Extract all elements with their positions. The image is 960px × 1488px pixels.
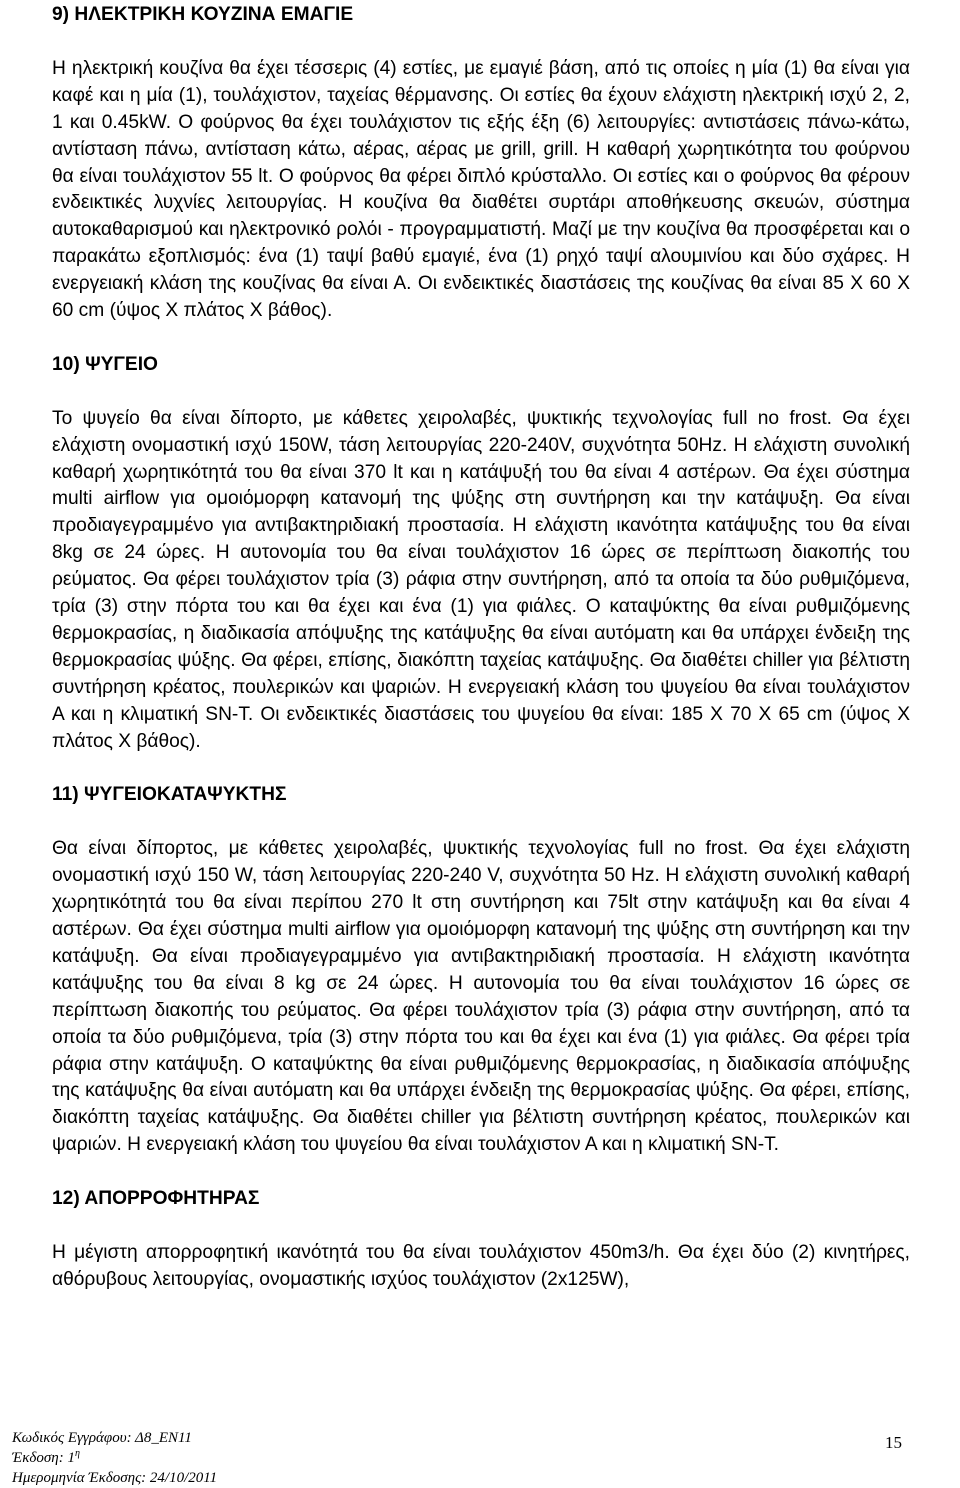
section-text-kitchen: Η ηλεκτρική κουζίνα θα έχει τέσσερις (4) εστίες, με εμαγιέ βάση, από τις οποίες η μία (1) θα είναι για καφέ και η μία (1), τουλάχιστον, ταχείας θέρμανσης. Οι εστίες θα έχουν ελάχιστη ηλεκτρική ισχύ 2, 2, 1 και 0.45kW. Ο φούρνος θα έχει τουλάχιστον τις εξής έξη (6) λειτουργίες: αντιστάσεις πάνω-κάτω, αντίσταση πάνω, αντίσταση κάτω, αέρας, αέρας με grill, grill. Η καθαρή χωρητικότητα του φούρνου θα είναι τουλάχιστον 55 lt. Ο φούρνος θα φέρει διπλό κρύσταλλο. Οι εστίες και ο φούρνος θα φέρουν ενδεικτικές λυχνίες λειτουργίας. Η κουζίνα θα διαθέτει συρτάρι αποθήκευσης σκευών, σύστημα αυτοκαθαρισμού και ηλεκτρονικό ρολόι - προγραμματιστή. Μαζί με την κουζίνα θα προσφέρεται και ο παρακάτω εξοπλισμός: ένα (1) ταψί βαθύ εμαγιέ, ένα (1) ρηχό ταψί αλουμινίου και δύο σχάρες. Η ενεργειακή κλάση της κουζίνας θα είναι Α. Οι ενδεικτικές διαστάσεις της κουζίνας θα είναι 85 Χ 60 Χ 60 cm (ύψος Χ πλάτος Χ βάθος).: [52, 57, 910, 322]
section-heading-kitchen: 9) ΗΛΕΚΤΡΙΚΗ ΚΟΥΖΙΝΑ ΕΜΑΓΙΕ: [52, 4, 354, 25]
section-text-hood: Η μέγιστη απορροφητική ικανότητά του θα είναι τουλάχιστον 450m3/h. Θα έχει δύο (2) κινητήρες, αθόρυβους λειτουργίας, ονομαστικής ισχύος τουλάχιστον (2x125W),: [52, 1241, 910, 1290]
footer-doc-code: Κωδικός Εγγράφου: Δ8_ΕΝ11: [12, 1430, 192, 1446]
footer-edition: [12, 1448, 912, 1468]
footer-issue-date: Ημερομηνία Έκδοσης: 24/10/2011: [12, 1470, 218, 1486]
section-heading-fridge-freezer: 11) ΨΥΓΕΙΟΚΑΤΑΨΥΚΤΗΣ: [52, 784, 287, 806]
footer-edition-sup: η: [74, 1448, 80, 1459]
section-heading-hood: 12) ΑΠΟΡΡΟΦΗΤΗΡΑΣ: [52, 1188, 260, 1210]
document-body: [52, 2, 910, 1294]
footer-edition-text: Έκδοση: 1: [12, 1450, 75, 1466]
page-footer: [12, 1428, 912, 1488]
page-number: 15: [885, 1433, 902, 1452]
section-text-fridge-freezer: Θα είναι δίπορτος, με κάθετες χειρολαβές, ψυκτικής τεχνολογίας full no frost. Θα έχει ελάχιστη ονομαστική ισχύ 150 W, τάση λειτουργίας 220-240 V, συχνότητα 50 Hz. Η ελάχιστη συνολική καθαρή χωρητικότητά του θα είναι περίπου 270 lt στη συντήρηση και 75lt στην κατάψυξη και θα είναι 4 αστέρων. Θα έχει σύστημα multi airflow για ομοιόμορφη κατανομή της ψύξης στη συντήρηση και την κατάψυξη. Θα είναι προδιαγεγραμμένο για αντιβακτηριδιακή προστασία. Η ελάχιστη ικανότητα κατάψυξης του θα είναι 8 kg σε 24 ώρες. Η αυτονομία του θα είναι τουλάχιστον 16 ώρες σε περίπτωση διακοπής του ρεύματος. Θα φέρει τουλάχιστον τρία (3) ράφια στην συντήρηση, από τα οποία τα δύο ρυθμιζόμενα, τρία (3) στην πόρτα του και θα έχει και ένα (1) για φιάλες. Θα φέρει τρία ράφια στην κατάψυξη. Ο καταψύκτης θα είναι ρυθμιζόμενης θερμοκρασίας, η διαδικασία απόψυξης της κατάψυξης θα είναι αυτόματη και θα υπάρχει ένδειξη της θερμοκρασίας ψύξης. Θα φέρει, επίσης, διακόπτη ταχείας κατάψυξης. Θα διαθέτει chiller για βέλτιστη συντήρηση κρέατος, πουλερικών και ψαριών. Η ενεργειακή κλάση του ψυγείου θα είναι τουλάχιστον Α και η κλιματική SN-T.: [52, 838, 910, 1156]
section-heading-fridge: 10) ΨΥΓΕΙΟ: [52, 353, 158, 375]
section-text-fridge: Το ψυγείο θα είναι δίπορτο, με κάθετες χειρολαβές, ψυκτικής τεχνολογίας full no frost. Θα έχει ελάχιστη ονομαστική ισχύ 150W, τάση λειτουργίας 220-240V, συχνότητα 50Hz. Η ελάχιστη συνολική καθαρή χωρητικότητά του θα είναι 370 lt και η κατάψυξή του θα είναι 4 αστέρων. Θα έχει σύστημα multi airflow για ομοιόμορφη κατανομή της ψύξης στη συντήρηση και την κατάψυξη. Θα είναι προδιαγεγραμμένο για αντιβακτηριδιακή προστασία. Η ελάχιστη ικανότητα κατάψυξης του θα είναι 8kg σε 24 ώρες. Η αυτονομία του θα είναι τουλάχιστον 16 ώρες σε περίπτωση διακοπής του ρεύματος. Θα φέρει τουλάχιστον τρία (3) ράφια στην συντήρηση, από τα οποία τα δύο ρυθμιζόμενα, τρία (3) στην πόρτα του και θα έχει και ένα (1) για φιάλες. Ο καταψύκτης θα είναι ρυθμιζόμενης θερμοκρασίας, η διαδικασία απόψυξης της κατάψυξης θα είναι αυτόματη και θα υπάρχει ένδειξη της θερμοκρασίας ψύξης. Θα φέρει, επίσης, διακόπτη ταχείας κατάψυξης. Θα διαθέτει chiller για βέλτιστη συντήρηση κρέατος, πουλερικών και ψαριών. Η ενεργειακή κλάση του ψυγείου θα είναι τουλάχιστον Α και η κλιματική SN-T. Οι ενδεικτικές διαστάσεις του ψυγείου θα είναι: 185 Χ 70 Χ 65 cm (ύψος Χ πλάτος Χ βάθος).: [52, 407, 910, 752]
